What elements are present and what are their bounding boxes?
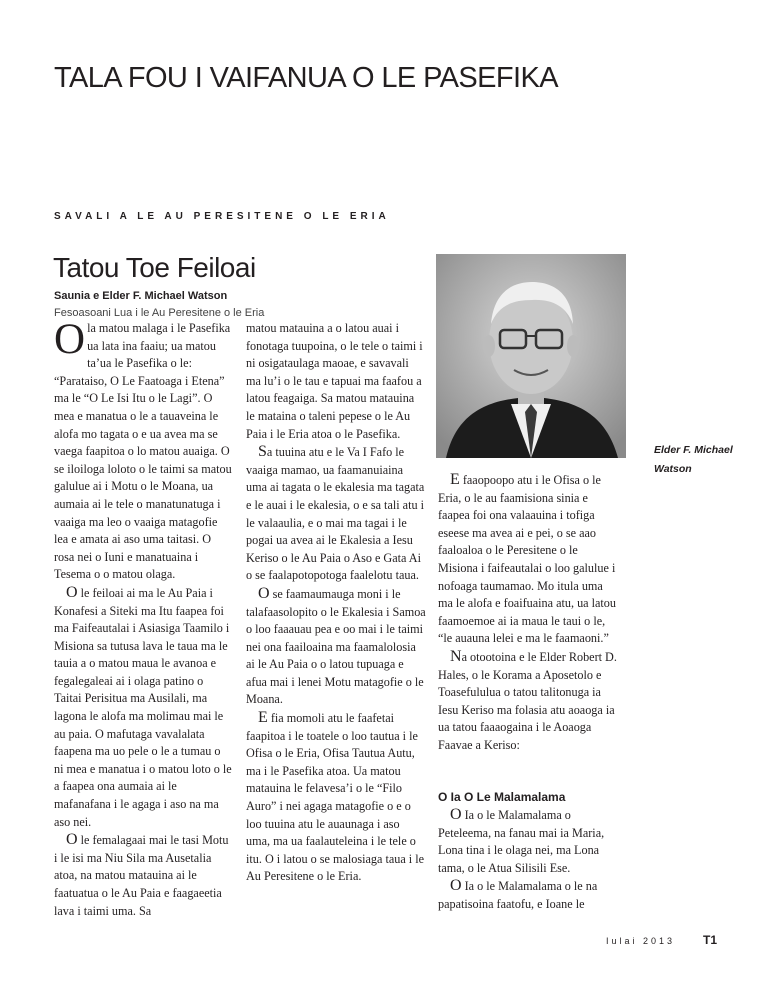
subheading: O Ia O Le Malamalama [438, 789, 566, 804]
paragraph-text: Ia o le Malamalama o Peteleema, na fanau mai ia Maria, Lona tina i le olaga nei, ma Lona tama, o le Atua Silisili Ese. [438, 808, 605, 875]
lead-cap: E [258, 709, 268, 727]
paragraph-text: faaopoopo atu i le Ofisa o le Eria, o le au faamisiona sinia e faapea foi ona valaauina i tofiga eseese ma avea ai e pei, o se aao faaloaloa o le Peresitene o le Misiona i faifeautalai o loo galulue i nofoaga taumamao. Mo itula uma ma le alofa e foaifuaina atu, ua latou faamoemoe ai ia maua le taui o le, “le auauna lelei e ma le faamaoni.” [438, 473, 616, 646]
paragraph-text: Ia o le Malamalama o le na papatisoina faatofu, e Ioane le [438, 879, 598, 912]
photo-caption: Elder F. Michael Watson [654, 444, 733, 475]
lead-cap: O [66, 583, 78, 601]
paragraph [54, 584, 232, 831]
issue-date: Iulai 2013 [606, 936, 676, 946]
paragraph-text: fia momoli atu le faafetai faapitoa i le toatele o loo tautua i le Ofisa o le Eria, Ofisa Tautua Autu, ma i le Pasefika atoa. Ua matou matauina le felavesa’i o le “Filo Auro” i nei agaga matagofie o e o loo tuuina atu le auaunaga i aso uma, ma ua faalauteleina i le tele o itu. O i latou o se malosiaga taua i le Au Peresitene o le Eria. [246, 711, 425, 884]
paragraph [438, 471, 620, 648]
portrait-photo [436, 254, 626, 458]
paragraph [246, 443, 426, 585]
paragraph [438, 877, 620, 913]
lead-cap: N [450, 647, 462, 665]
lead-cap: O [66, 831, 78, 849]
paragraph [54, 831, 232, 920]
byline-role: Fesoasoani Lua i le Au Peresitene o le Eria [54, 307, 265, 319]
paragraph-text: a tuuina atu e le Va I Fafo le vaaiga mamao, ua faamanuiaina uma ai tagata o le ekalesia ma tagata e le auai i le ekalesia, o e sa tali atu i le valaaulia, e o mai ma tagai i le pogai ua avea ai le Ekalesia a Iesu Keriso o le Au Paia o Aso e Gata Ai o se faalapotopotoga faalelotu taua. [246, 445, 425, 583]
paragraph-text: le femalagaai mai le tasi Motu i le isi ma Niu Sila ma Ausetalia atoa, na matou matauina ai le faatuatua o le Au Paia e faagaeetia lava i taimi uma. Sa [54, 833, 229, 918]
byline: Saunia e Elder F. Michael Watson [54, 290, 228, 302]
paragraph [438, 648, 620, 755]
text-column-3 [438, 471, 620, 914]
paragraph: matou matauina a o latou auai i fonotaga tuupoina, o le tele o taimi i ni osigataulaga maoae, e savavali ma lu’i o le tau e tapuai ma faafou a latou feagaiga. Sa matou matauina le mataina o taleni pepese o le Au Paia i le Eria atoa o le Pasefika. [246, 321, 423, 441]
lead-cap: O [450, 806, 462, 824]
lead-cap: O [258, 584, 270, 602]
lead-cap: O [450, 877, 462, 895]
paragraph-text: se faamaumauga moni i le talafaasolopito o le Ekalesia i Samoa o loo faaauau pea e oo mai i le taimi nei ona faailoaina ma faamalolosia ai le Au Paia o o latou tupuaga e afua mai i lenei Motu matagofie o le Moana. [246, 586, 426, 707]
lead-cap: E [450, 471, 460, 488]
portrait-illustration [436, 254, 626, 458]
masthead: TALA FOU I VAIFANUA O LE PASEFIKA [54, 62, 558, 94]
paragraph-text: le feiloai ai ma le Au Paia i Konafesi a Siteki ma Itu faapea foi ma Faifeautalai i Asiasiga Taamilo i Misiona sa tutusa lava le taua ma le tauia a o matou maua le avanoa e fegalegaleai ai i olaga patino o Taitai Perisitua ma Ausilali, ma lagona le alofa ma molimau mai le au paia. O mafutaga vavalalata faapena ma uo pele o le a tumau o ni mea e manatua i o matou loto o le a faapea ona aumaia ai le mafanafana i le agaga i aso na ma aso nei. [54, 585, 232, 829]
text-column-2 [246, 320, 426, 886]
paragraph [246, 709, 426, 886]
section-label: SAVALI A LE AU PERESITENE O LE ERIA [54, 211, 390, 222]
paragraph [438, 806, 620, 877]
paragraph-text: la matou malaga i le Pasefika ua lata ina faaiu; ua matou ta’ua le Pasefika o le: “Parataiso, O Le Faatoaga i Etena” ma le “O Le Isi Itu o le Lagi”. O mea e manatua o le a tauaveina le alofa mo tagata o e ua avea ma se vaega faapitoa o lo matou auaiga. O se iloiloga loloto o le taimi sa matou galulue ai i Motu o le Moana, ua aumaia ai le tele o manatunatuga i vaaiga ma leo o vaaiga matagofie lea e amata ai aso uma taitasi. O rosa nei o Iuni e manatuaina i Tesema o o matou olaga. [54, 321, 232, 582]
article-title: Tatou Toe Feiloai [53, 252, 256, 283]
paragraph [54, 316, 232, 584]
text-column-1 [54, 316, 232, 920]
drop-cap: O [54, 316, 86, 363]
paragraph-text: a otootoina e le Elder Robert D. Hales, o le Korama a Aposetolo e Toasefululua o tatou talitonuga ia Iesu Keriso ma folasia atu aoaoga ia ua tatou faaaogaina i le Aoaoga Faavae a Keriso: [438, 649, 617, 752]
page-number: T1 [703, 933, 718, 947]
lead-cap: S [258, 443, 267, 461]
paragraph [246, 585, 426, 709]
